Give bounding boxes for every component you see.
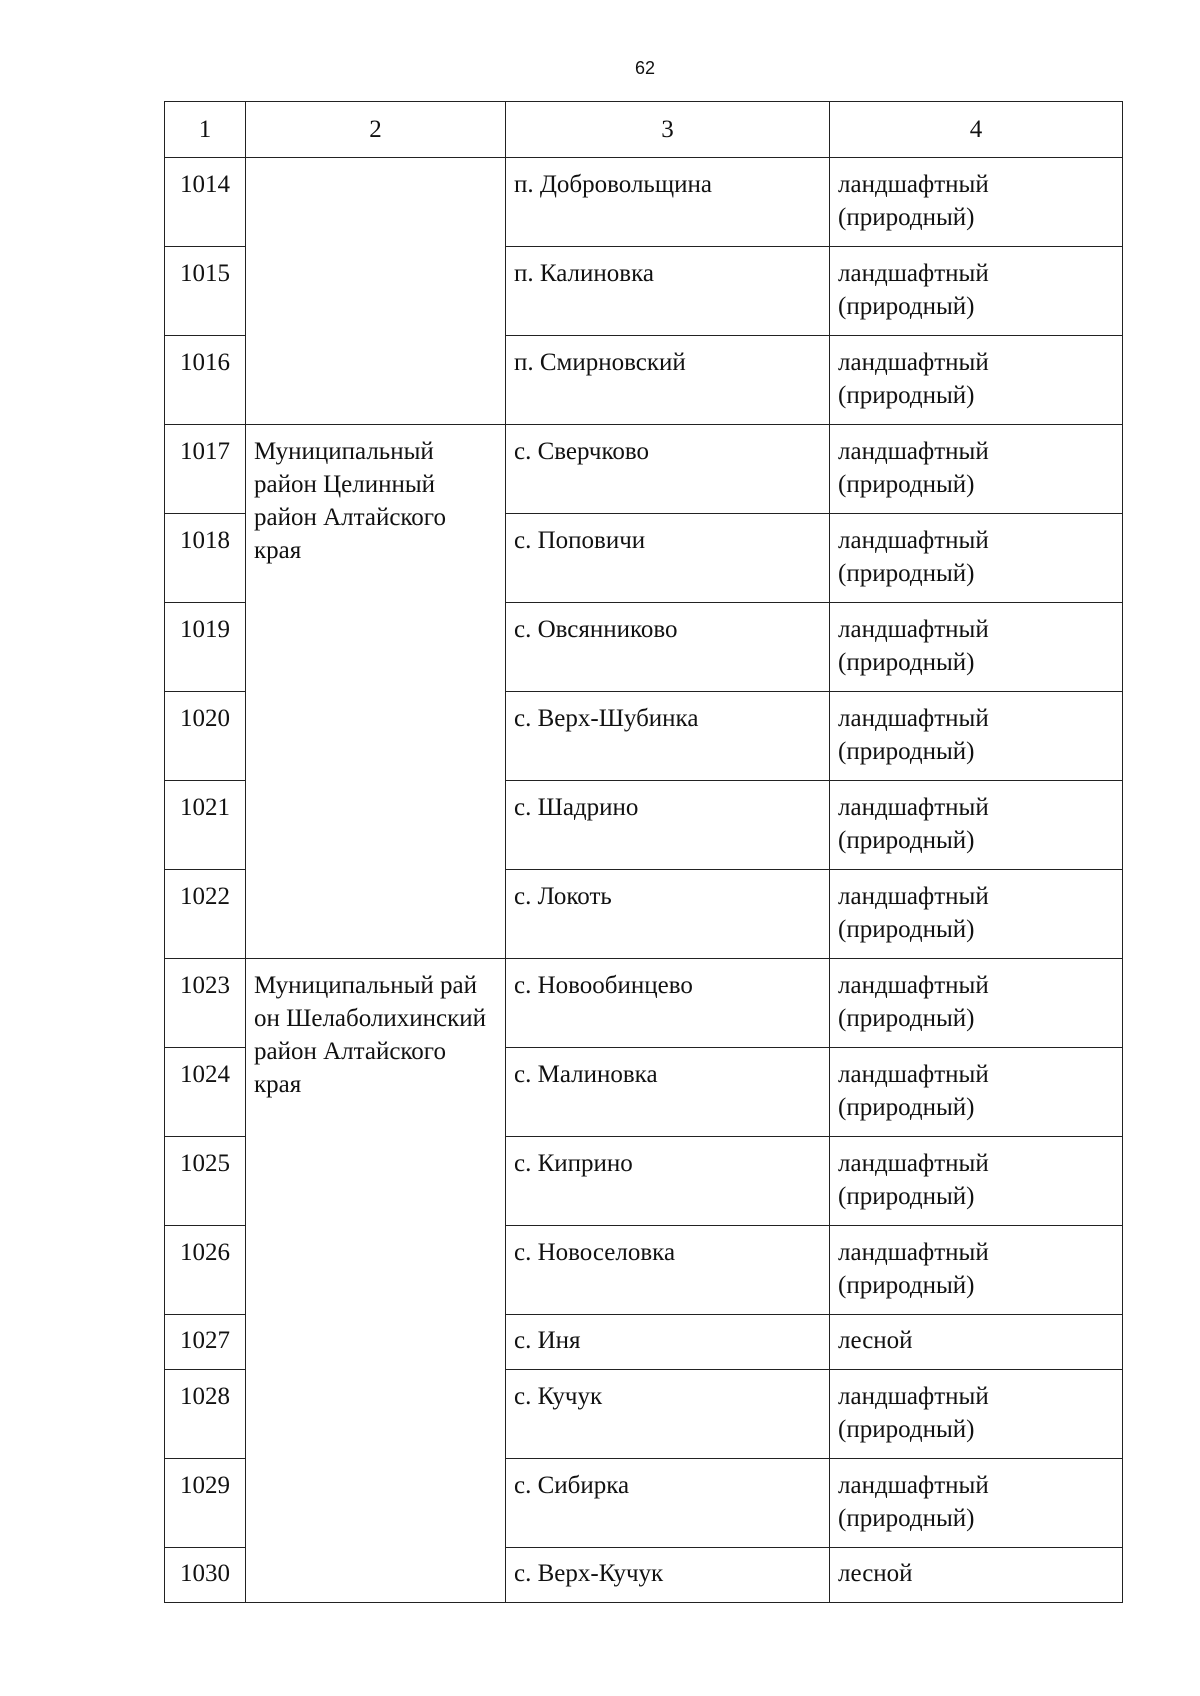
zone-type-line: ландшафтный [838, 1239, 989, 1266]
zone-type-line: (природный) [838, 1183, 975, 1210]
settlement-cell: с. Верх-Шубинка [506, 692, 830, 781]
settlement-cell: с. Сибирка [506, 1459, 830, 1548]
column-header-4: 4 [830, 102, 1123, 158]
settlement-cell: с. Сверчково [506, 425, 830, 514]
row-number-cell: 1021 [165, 781, 246, 870]
settlement-cell: с. Шадрино [506, 781, 830, 870]
settlement-cell: с. Кучук [506, 1370, 830, 1459]
table-row [165, 158, 1123, 247]
row-number-cell: 1026 [165, 1226, 246, 1315]
zone-type-line: (природный) [838, 382, 975, 409]
settlement-cell: п. Добровольщина [506, 158, 830, 247]
district-cell [246, 425, 506, 959]
zone-type-cell [830, 781, 1123, 870]
zone-type-line: (природный) [838, 738, 975, 765]
zone-type-line: (природный) [838, 827, 975, 854]
zone-type-line: ландшафтный [838, 972, 989, 999]
zone-type-line: ландшафтный [838, 794, 989, 821]
zone-type-line: ландшафтный [838, 1383, 989, 1410]
table-row [165, 959, 1123, 1048]
row-number-cell: 1025 [165, 1137, 246, 1226]
column-header-1: 1 [165, 102, 246, 158]
zone-type-line: ландшафтный [838, 527, 989, 554]
district-name-line: края [254, 1071, 302, 1098]
zone-type-line: (природный) [838, 1094, 975, 1121]
settlement-cell: с. Новоселовка [506, 1226, 830, 1315]
settlement-cell: с. Новообинцево [506, 959, 830, 1048]
district-name-line: район Целинный [254, 471, 436, 498]
zone-type-cell [830, 1048, 1123, 1137]
row-number-cell: 1014 [165, 158, 246, 247]
row-number-cell: 1019 [165, 603, 246, 692]
row-number-cell: 1022 [165, 870, 246, 959]
settlement-cell: п. Смирновский [506, 336, 830, 425]
zone-type-line: лесной [838, 1327, 913, 1354]
zone-type-line: (природный) [838, 916, 975, 943]
district-name-line: Муниципальный [254, 438, 434, 465]
row-number-cell: 1028 [165, 1370, 246, 1459]
district-name-line: район Алтайского [254, 504, 446, 531]
table-header-row [165, 102, 1123, 158]
zone-type-line: ландшафтный [838, 260, 989, 287]
zone-type-line: ландшафтный [838, 705, 989, 732]
row-number-cell: 1016 [165, 336, 246, 425]
zone-type-line: ландшафтный [838, 1061, 989, 1088]
zone-type-cell [830, 1315, 1123, 1370]
zone-type-cell [830, 959, 1123, 1048]
settlement-cell: с. Поповичи [506, 514, 830, 603]
district-name-line: он Шелаболихинский [254, 1005, 487, 1032]
district-name-line: район Алтайского [254, 1038, 446, 1065]
zone-type-cell [830, 1548, 1123, 1603]
row-number-cell: 1030 [165, 1548, 246, 1603]
zone-type-cell [830, 425, 1123, 514]
column-header-2: 2 [246, 102, 506, 158]
district-cell [246, 959, 506, 1603]
zone-type-cell [830, 1226, 1123, 1315]
zone-type-cell [830, 603, 1123, 692]
zone-type-line: ландшафтный [838, 883, 989, 910]
row-number-cell: 1029 [165, 1459, 246, 1548]
row-number-cell: 1027 [165, 1315, 246, 1370]
district-name-line: Муниципальный рай [254, 972, 477, 999]
zone-type-line: ландшафтный [838, 1150, 989, 1177]
district-cell [246, 158, 506, 425]
zone-type-line: ландшафтный [838, 616, 989, 643]
district-name-line: края [254, 537, 302, 564]
zone-type-cell [830, 514, 1123, 603]
settlement-cell: с. Локоть [506, 870, 830, 959]
zone-type-cell [830, 247, 1123, 336]
row-number-cell: 1017 [165, 425, 246, 514]
settlement-cell: с. Иня [506, 1315, 830, 1370]
zone-type-cell [830, 1137, 1123, 1226]
row-number-cell: 1020 [165, 692, 246, 781]
zone-type-line: (природный) [838, 471, 975, 498]
settlement-cell: с. Овсянниково [506, 603, 830, 692]
zone-type-line: (природный) [838, 560, 975, 587]
zone-type-line: (природный) [838, 1416, 975, 1443]
zone-type-line: ландшафтный [838, 1472, 989, 1499]
zone-type-line: (природный) [838, 293, 975, 320]
table-row [165, 425, 1123, 514]
settlement-cell: с. Малиновка [506, 1048, 830, 1137]
row-number-cell: 1024 [165, 1048, 246, 1137]
zone-type-cell [830, 870, 1123, 959]
zone-type-line: (природный) [838, 1505, 975, 1532]
column-header-3: 3 [506, 102, 830, 158]
zone-type-line: ландшафтный [838, 438, 989, 465]
row-number-cell: 1018 [165, 514, 246, 603]
zone-type-line: ландшафтный [838, 171, 989, 198]
zone-type-cell [830, 1370, 1123, 1459]
settlement-cell: с. Киприно [506, 1137, 830, 1226]
zone-type-cell [830, 1459, 1123, 1548]
settlement-cell: п. Калиновка [506, 247, 830, 336]
table-body [165, 158, 1123, 1603]
row-number-cell: 1023 [165, 959, 246, 1048]
page-number: 62 [634, 58, 656, 78]
zone-type-line: (природный) [838, 1272, 975, 1299]
zone-type-line: лесной [838, 1560, 913, 1587]
zone-type-line: (природный) [838, 204, 975, 231]
settlements-table [164, 101, 1123, 1603]
row-number-cell: 1015 [165, 247, 246, 336]
zone-type-line: (природный) [838, 649, 975, 676]
zone-type-line: (природный) [838, 1005, 975, 1032]
zone-type-cell [830, 158, 1123, 247]
zone-type-cell [830, 692, 1123, 781]
zone-type-line: ландшафтный [838, 349, 989, 376]
zone-type-cell [830, 336, 1123, 425]
settlement-cell: с. Верх-Кучук [506, 1548, 830, 1603]
